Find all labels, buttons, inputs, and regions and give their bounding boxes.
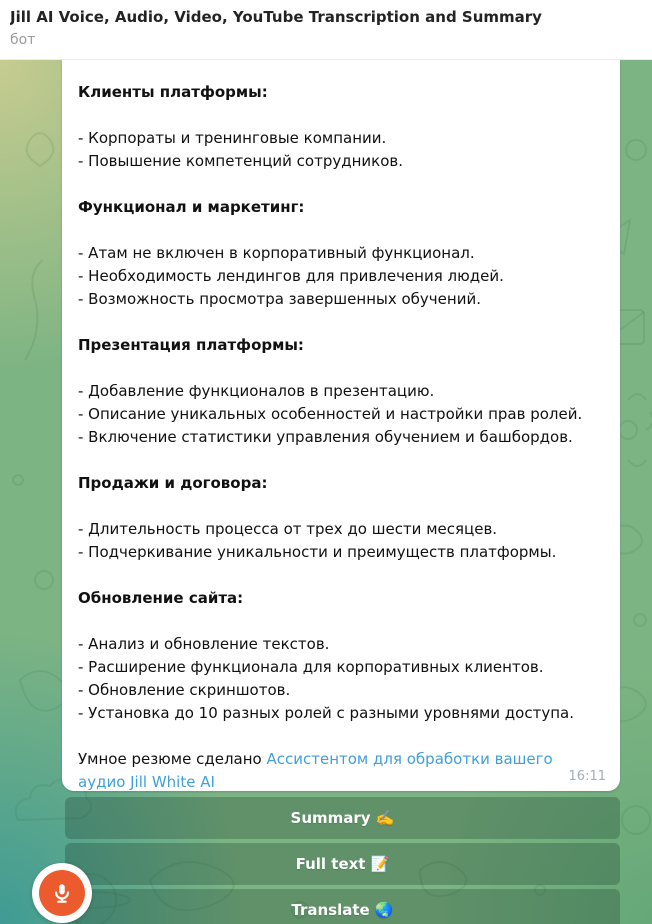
assistant-link[interactable]: Ассистентом для обработки вашего аудио Jill White AI <box>78 750 553 791</box>
section-item: - Возможность просмотра завершенных обучений. <box>78 290 481 308</box>
section-item: - Подчеркивание уникальности и преимуществ платформы. <box>78 543 557 561</box>
section-heading: Клиенты платформы: <box>78 83 268 101</box>
footer-prefix: Умное резюме сделано <box>78 750 267 768</box>
section-item: - Необходимость лендингов для привлечения людей. <box>78 267 504 285</box>
section-items <box>78 633 604 725</box>
section-heading: Обновление сайта: <box>78 589 244 607</box>
section-items <box>78 242 604 311</box>
section-item: - Повышение компетенций сотрудников. <box>78 152 403 170</box>
section-item: - Анализ и обновление текстов. <box>78 635 330 653</box>
message-timestamp: 16:11 <box>568 769 606 784</box>
inline-button-full-text[interactable]: Full text 📝 <box>65 843 620 885</box>
inline-button-translate[interactable]: Translate 🌏 <box>65 889 620 924</box>
section-items <box>78 518 604 564</box>
section-items <box>78 380 604 449</box>
section-item: - Добавление функционалов в презентацию. <box>78 382 435 400</box>
section-item: - Атам не включен в корпоративный функционал. <box>78 244 475 262</box>
section-heading: Презентация платформы: <box>78 336 304 354</box>
section-item: - Включение статистики управления обучением и башбордов. <box>78 428 573 446</box>
section-item: - Длительность процесса от трех до шести месяцев. <box>78 520 498 538</box>
message-footer <box>78 748 604 791</box>
message-sections <box>78 81 604 725</box>
microphone-icon <box>39 870 85 916</box>
chat-area <box>0 60 652 924</box>
record-voice-button[interactable] <box>32 863 92 923</box>
message-bubble <box>62 60 620 791</box>
section-heading: Продажи и договора: <box>78 474 268 492</box>
chat-subtitle: бот <box>10 32 36 48</box>
section-item: - Корпораты и тренинговые компании. <box>78 129 387 147</box>
section-heading: Функционал и маркетинг: <box>78 198 305 216</box>
section-item: - Установка до 10 разных ролей с разными уровнями доступа. <box>78 704 574 722</box>
section-item: - Расширение функционала для корпоративных клиентов. <box>78 658 544 676</box>
inline-keyboard <box>65 797 620 924</box>
chat-header[interactable] <box>0 0 652 60</box>
inline-button-summary[interactable]: Summary ✍️ <box>65 797 620 839</box>
section-item: - Описание уникальных особенностей и настройки прав ролей. <box>78 405 583 423</box>
section-items <box>78 127 604 173</box>
chat-title: Jill AI Voice, Audio, Video, YouTube Transcription and Summary <box>10 8 542 26</box>
section-item: - Обновление скриншотов. <box>78 681 291 699</box>
